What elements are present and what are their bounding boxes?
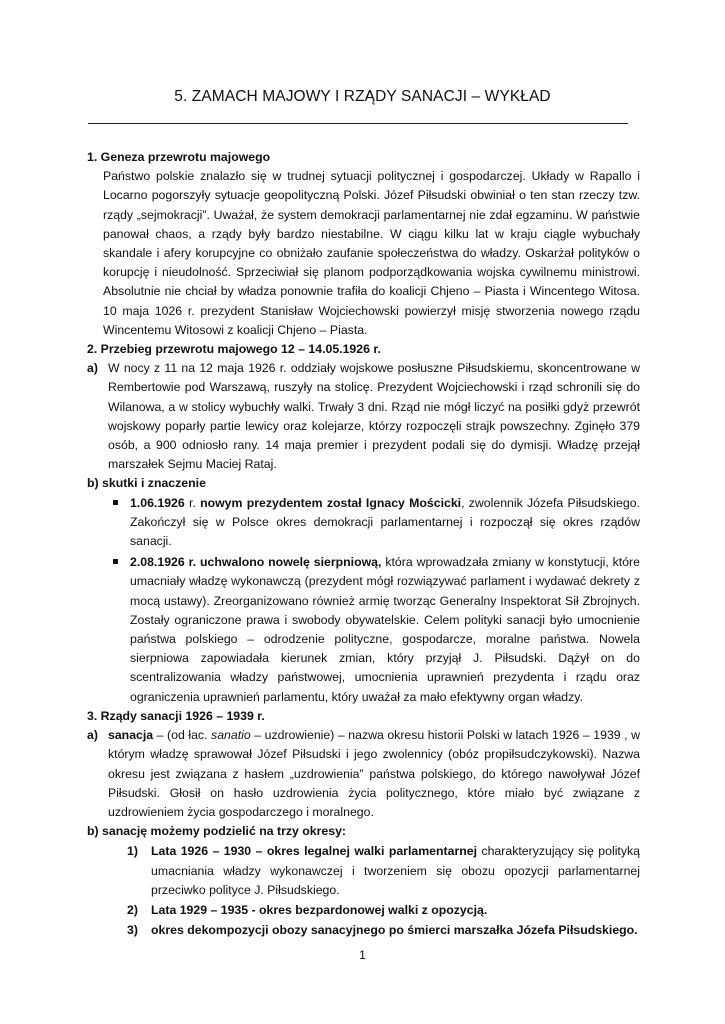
bullet-square-icon bbox=[110, 553, 130, 707]
item-text bbox=[151, 901, 640, 920]
point-a-text bbox=[108, 726, 640, 822]
item-number: 2) bbox=[127, 902, 138, 917]
definition-text: – uzdrowienie) – nazwa okresu historii Polski w latach 1926 – 1939 , w którym władzę sprawował Józef Piłsudski i jego zwolennicy (obóz propiłsudczykowski). Nazwa okresu jest związana z hasłem „uzdrowienia” państwa polskiego, do którego nawoływał Józef Piłsudski. Głosił on hasło uzdrowienia życia politycznego, które miało być związane z uzdrowieniem życia gospodarczego i moralnego. bbox=[108, 728, 640, 819]
item-number: 3) bbox=[127, 923, 138, 938]
section-1-text: Państwo polskie znalazło się w trudnej sytuacji politycznej i gospodarczej. Układy w Rapallo i Locarno pogorszyły sytuacje geopolityczną Polski. Józef Piłsudski obwiniał o ten stan rzeczy tzw. rządy „sejmokracji”. Uważał, że system demokracji parlamentarnej nie zdał egzaminu. W państwie panował chaos, a rządy były bardzo niestabilne. W ciągu kilku lat w kraju ciągle wybuchały skandale i afery korupcyjne co obniżało zaufanie społeczeństwa do władzy. Oskarżał polityków o korupcję i nieudolność. Sprzeciwiał się planom podporządkowania wojska cywilnemu ministrowi. Absolutnie nie chciał by władza ponownie trafiła do koalicji Chjeno – Piasta i Wincentego Witosa. 10 maja 1026 r. prezydent Stanisław Wojciechowski powierzył misję stworzenia nowego rządu Wincentemu Witosowi z koalicji Chjeno – Piasta. bbox=[103, 169, 640, 337]
document-body bbox=[87, 148, 640, 940]
item-emphasis: Lata 1926 – 1930 – okres legalnej walki parlamentarnej bbox=[151, 844, 477, 859]
section-2-subheading-b: b) skutki i znaczenie bbox=[87, 476, 206, 491]
definition-prefix: – (od łac. bbox=[153, 728, 212, 743]
bullet-emphasis: 2.08.1926 r. uchwalono nowelę sierpniową, bbox=[130, 555, 382, 570]
bullet-emphasis: nowym prezydentem został Ignacy Mościcki bbox=[200, 495, 462, 510]
bullet-rest: , zwolennik Józefa Piłsudskiego. Zakończył się w Polsce okres demokracji parlamentarnej i rozpoczął się okres rządów sanacji. bbox=[130, 495, 640, 549]
title-underline bbox=[88, 123, 628, 124]
term-sanacja: sanacja bbox=[108, 728, 154, 743]
bullet-rest: która wprowadzała zmiany w konstytucji, które umacniały władzę wykonawczą (prezydent mógł rozwiązywać parlament i wydawać dekrety z mocą ustawy). Zreorganizowano również armię tworząc Generalny Inspektorat Sił Zbrojnych. Zostały ograniczone prawa i swobody obywatelskie. Celem polityki sanacji było umocnienie państwa polskiego – odrodzenie polityczne, gospodarcze, moralne państwa. Nowela sierpniowa zapowiadała kierunek zmian, który przyjął J. Piłsudski. Dążył on do scentralizowania władzy państwowej, umocnienia uprawnień prezydenta i rządu oraz ograniczenia uprawnień parlamentu, który uważał za mało efektywny organ władzy. bbox=[130, 555, 640, 704]
item-emphasis: okres dekompozycji obozy sanacyjnego po śmierci marszałka Józefa Piłsudskiego. bbox=[151, 923, 638, 938]
section-2-heading: 2. Przebieg przewrotu majowego 12 – 14.05.1926 r. bbox=[87, 342, 381, 357]
numbered-item bbox=[127, 842, 640, 900]
section-3-subheading-b: b) sanację możemy podzielić na trzy okresy: bbox=[87, 824, 347, 839]
bullet-item bbox=[110, 494, 640, 552]
item-text bbox=[151, 921, 640, 940]
item-text bbox=[151, 842, 640, 900]
bullet-text bbox=[130, 494, 640, 552]
point-a-label: a) bbox=[87, 361, 98, 376]
section-3-heading: 3. Rządy sanacji 1926 – 1939 r. bbox=[87, 708, 265, 723]
point-a-text: W nocy z 11 na 12 maja 1926 r. oddziały wojskowe posłuszne Piłsudskiemu, skoncentrowane w Rembertowie pod Warszawą, ruszyły na stolicę. Prezydent Wojciechowski i rząd schronili się do Wilanowa, a w stolicy wybuchły walki. Trwały 3 dni. Rząd nie mógł liczyć na posiłki gdyż przewrót wojskowy poparły partie lewicy oraz kolejarze, którzy rozpoczęli strajk powszechny. Zginęło 379 osób, a 900 odniosło rany. 14 maja premier i prezydent podali się do dymisji. Władzę przejął marszałek Sejmu Maciej Rataj. bbox=[108, 361, 640, 472]
point-a-label: a) bbox=[87, 728, 98, 743]
numbered-item bbox=[127, 901, 640, 920]
section-2-point-a bbox=[87, 359, 640, 474]
bullet-square-icon bbox=[110, 494, 130, 552]
bullet-item bbox=[110, 553, 640, 707]
section-3-point-a bbox=[87, 726, 640, 822]
bullet-connector: r. bbox=[184, 495, 201, 510]
item-emphasis: Lata 1929 – 1935 - okres bezpardonowej walki z opozycją. bbox=[151, 902, 488, 917]
numbered-item bbox=[127, 921, 640, 940]
section-1-heading: 1. Geneza przewrotu majowego bbox=[87, 150, 271, 164]
item-number: 1) bbox=[127, 844, 138, 859]
bullet-text bbox=[130, 553, 640, 707]
page-title: 5. ZAMACH MAJOWY I RZĄDY SANACJI – WYKŁAD bbox=[174, 88, 551, 105]
item-rest: charakteryzujący się polityką umacniania władzy wykonawczej i tworzeniem się obozu opozycji parlamentarnej przeciwko polityce J. Piłsudskiego. bbox=[151, 844, 640, 897]
page-number: 1 bbox=[359, 948, 366, 962]
bullet-date: 1.06.1926 bbox=[130, 495, 185, 510]
latin-term: sanatio bbox=[211, 728, 251, 743]
